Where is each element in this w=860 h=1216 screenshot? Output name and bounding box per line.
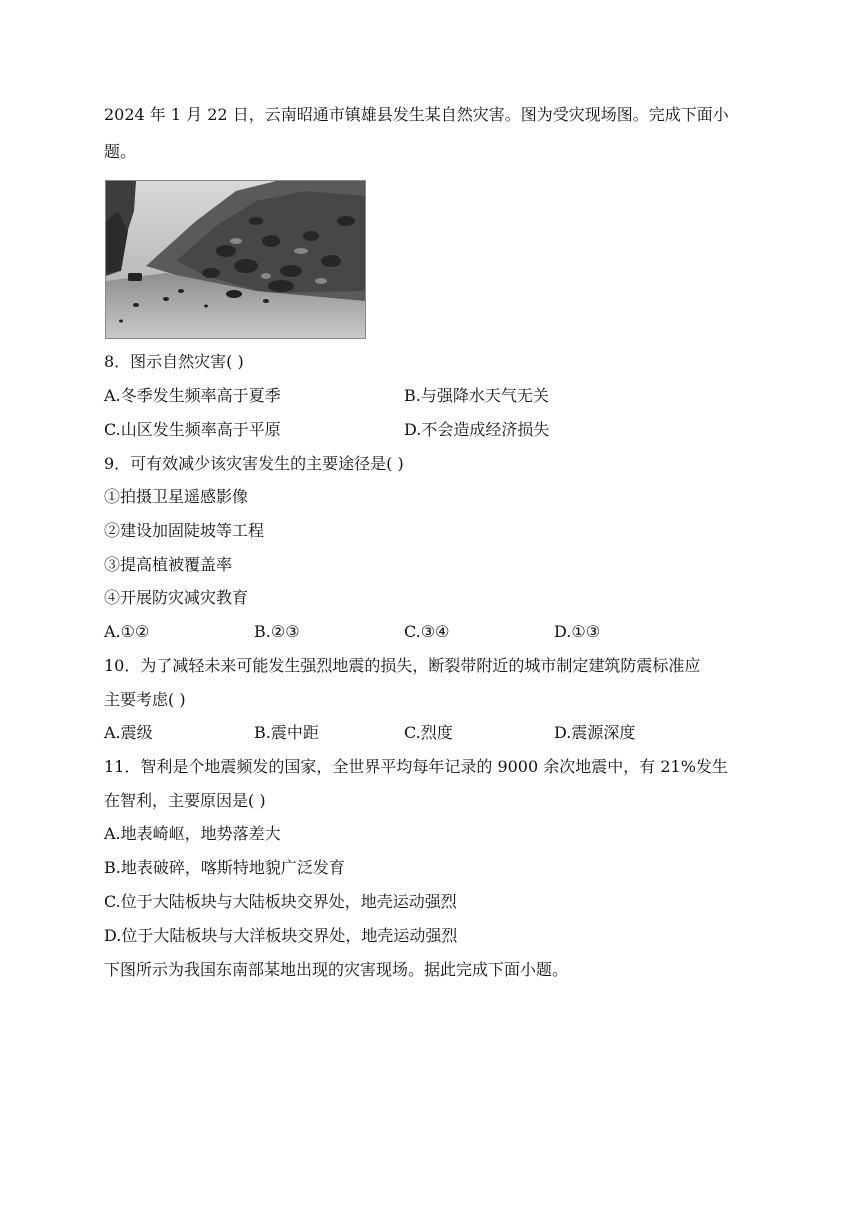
- q9-option-a: A.①②: [104, 622, 150, 641]
- intro-line-2: 题。: [104, 142, 137, 161]
- outro-line-1: 下图所示为我国东南部某地出现的灾害现场。据此完成下面小题。: [104, 960, 569, 979]
- landslide-photo: [105, 180, 366, 339]
- q9-item-4: ④开展防灾减灾教育: [104, 588, 249, 607]
- q9-option-b: B.②③: [254, 622, 300, 641]
- q10-option-a: A.震级: [104, 723, 153, 742]
- q11-option-a: A.地表崎岖，地势落差大: [104, 824, 281, 843]
- q8-option-a: A.冬季发生频率高于夏季: [104, 386, 281, 405]
- q11-stem-line-1: 11．智利是个地震频发的国家，全世界平均每年记录的 9000 余次地震中，有 21%发生: [104, 757, 728, 776]
- q10-option-b: B.震中距: [254, 723, 319, 742]
- q11-stem-line-2: 在智利，主要原因是( ): [104, 791, 266, 810]
- q10-option-d: D.震源深度: [554, 723, 636, 742]
- q11-option-c: C.位于大陆板块与大陆板块交界处，地壳运动强烈: [104, 892, 457, 911]
- q9-item-3: ③提高植被覆盖率: [104, 555, 233, 574]
- q8-option-b: B.与强降水天气无关: [404, 386, 549, 405]
- q8-option-d: D.不会造成经济损失: [404, 420, 550, 439]
- q9-option-d: D.①③: [554, 622, 601, 641]
- q9-item-2: ②建设加固陡坡等工程: [104, 521, 265, 540]
- q10-stem-line-1: 10．为了减轻未来可能发生强烈地震的损失，断裂带附近的城市制定建筑防震标准应: [104, 656, 701, 675]
- intro-line-1: 2024 年 1 月 22 日，云南昭通市镇雄县发生某自然灾害。图为受灾现场图。完成下面小: [104, 105, 729, 124]
- q9-option-c: C.③④: [404, 622, 450, 641]
- q9-item-1: ①拍摄卫星遥感影像: [104, 487, 249, 506]
- q10-option-c: C.烈度: [404, 723, 453, 742]
- q11-option-b: B.地表破碎，喀斯特地貌广泛发育: [104, 858, 345, 877]
- q8-stem: 8．图示自然灾害( ): [104, 352, 244, 371]
- q9-stem: 9．可有效减少该灾害发生的主要途径是( ): [104, 454, 404, 473]
- q8-option-c: C.山区发生频率高于平原: [104, 420, 281, 439]
- q10-stem-line-2: 主要考虑( ): [104, 690, 186, 709]
- q11-option-d: D.位于大陆板块与大洋板块交界处，地壳运动强烈: [104, 926, 458, 945]
